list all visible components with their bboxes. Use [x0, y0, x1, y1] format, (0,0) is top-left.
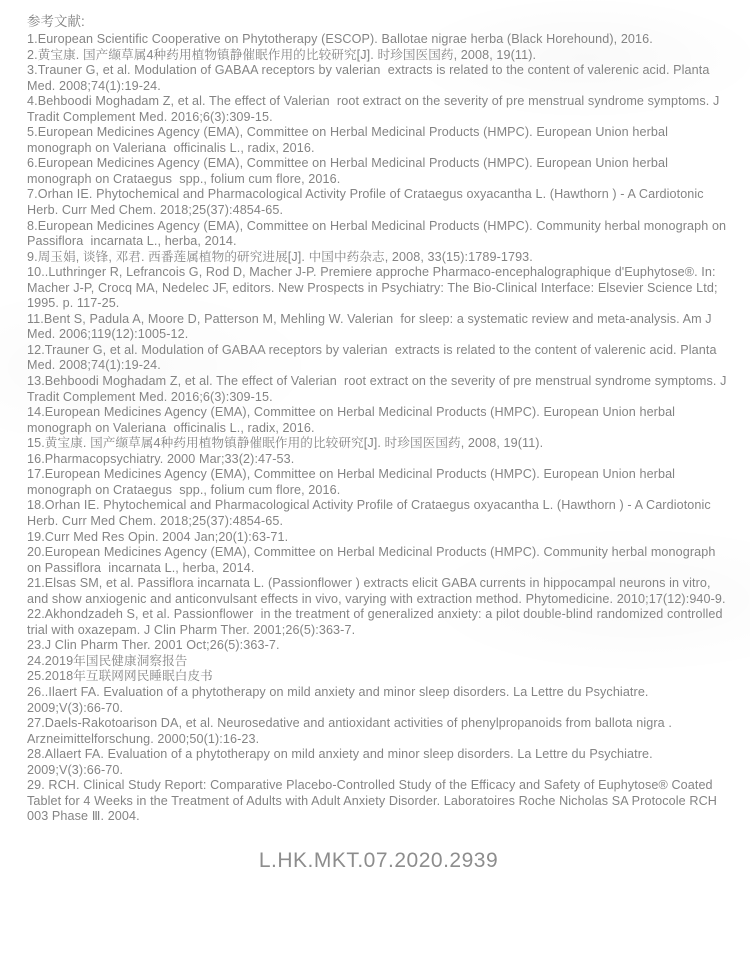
reference-item: 6.European Medicines Agency (EMA), Committee on Herbal Medicinal Products (HMPC). European Union herbal monograph on Crataegus spp., folium cum flore, 2016. — [27, 156, 672, 186]
reference-item: 23.J Clin Pharm Ther. 2001 Oct;26(5):363-7. — [27, 638, 280, 653]
reference-item: 11.Bent S, Padula A, Moore D, Patterson M, Mehling W. Valerian for sleep: a systematic review and meta-analysis. Am J Med. 2006;119(12):1005-12. — [27, 311, 716, 342]
reference-item: 7.Orhan IE. Phytochemical and Pharmacological Activity Profile of Crataegus oxyacantha L. (Hawthorn ) - A Cardiotonic Herb. Curr Med Chem. 2018;25(37):4854-65. — [27, 187, 708, 218]
reference-item: 19.Curr Med Res Opin. 2004 Jan;20(1):63-71. — [27, 529, 289, 544]
reference-item: 18.Orhan IE. Phytochemical and Pharmacological Activity Profile of Crataegus oxyacantha L. (Hawthorn ) - A Cardiotonic Herb. Curr Med Chem. 2018;25(37):4854-65. — [27, 498, 715, 528]
reference-item: 12.Trauner G, et al. Modulation of GABAA receptors by valerian extracts is related to the content of valerenic acid. Planta Med. 2008;74(1):19-24. — [27, 342, 721, 373]
reference-item: 13.Behboodi Moghadam Z, et al. The effect of Valerian root extract on the severity of pre menstrual syndrome symptoms. J Tradit Complement Med. 2016;6(3):309-15. — [27, 374, 730, 404]
reference-item: 9.周玉娟, 谈锋, 邓君. 西番莲属植物的研究进展[J]. 中国中药杂志, 2008, 33(15):1789-1793. — [27, 249, 533, 264]
reference-item: 22.Akhondzadeh S, et al. Passionflower in the treatment of generalized anxiety: a pilot double-blind randomized controlled trial with oxazepam. J Clin Pharm Ther. 2001;26(5):363-7. — [27, 607, 727, 637]
reference-item: 28.Allaert FA. Evaluation of a phytotherapy on mild anxiety and minor sleep disorders. La Lettre du Psychiatre. 2009;V(3):66-70. — [27, 747, 657, 777]
reference-item: 17.European Medicines Agency (EMA), Committee on Herbal Medicinal Products (HMPC). European Union herbal monograph on Crataegus spp., folium cum flore, 2016. — [27, 467, 679, 497]
reference-item: 14.European Medicines Agency (EMA), Committee on Herbal Medicinal Products (HMPC). European Union herbal monograph on Valeriana officinalis L., radix, 2016. — [27, 405, 679, 435]
reference-item: 1.European Scientific Cooperative on Phytotherapy (ESCOP). Ballotae nigrae herba (Black Horehound), 2016. — [27, 32, 653, 46]
reference-item: 29. RCH. Clinical Study Report: Comparative Placebo-Controlled Study of the Efficacy and Safety of Euphytose® Coated Tablet for 4 Weeks in the Treatment of Adults with Adult Anxiety Disorder. Laboratoires Roche Nicholas SA Protocole RCH 003 Phase Ⅲ. 2004. — [27, 778, 721, 824]
reference-list — [27, 32, 730, 825]
reference-item: 27.Daels-Rakotoarison DA, et al. Neurosedative and antioxidant activities of phenylpropanoids from ballota nigra . Arzneimittelforschung. 2000;50(1):16-23. — [27, 716, 675, 746]
reference-item: 20.European Medicines Agency (EMA), Committee on Herbal Medicinal Products (HMPC). Community herbal monograph on Passiflora incarnata L., herba, 2014. — [27, 545, 720, 575]
reference-item: 10..Luthringer R, Lefrancois G, Rod D, Macher J-P. Premiere approche Pharmaco-encephalographique d'Euphytose®. In: Macher J-P, Crocq MA, Nedelec JF, editors. New Prospects in Psychiatry: The Bio-Clinical Interface: Elsevier Science Ltd; 1995. p. 117-25. — [27, 265, 722, 311]
reference-item: 15.黄宝康. 国产缬草属4种药用植物镇静催眠作用的比较研究[J]. 时珍国医国药, 2008, 19(11). — [27, 436, 544, 451]
reference-item: 25.2018年互联网网民睡眠白皮书 — [27, 669, 213, 684]
reference-item: 2.黄宝康. 国产缬草属4种药用植物镇静催眠作用的比较研究[J]. 时珍国医国药, 2008, 19(11). — [27, 47, 537, 62]
reference-item: 21.Elsas SM, et al. Passiflora incarnata L. (Passionflower ) extracts elicit GABA currents in hippocampal neurons in vitro, and show anxiogenic and anticonvulsant effects in vivo, varying with extraction method. Phytomedicine. 2010;17(12):940-9. — [27, 576, 726, 606]
reference-item: 5.European Medicines Agency (EMA), Committee on Herbal Medicinal Products (HMPC). European Union herbal monograph on Valeriana officinalis L., radix, 2016. — [27, 125, 672, 155]
page-title: 参考文献: — [27, 14, 85, 29]
reference-item: 24.2019年国民健康洞察报告 — [27, 653, 188, 668]
reference-item: 8.European Medicines Agency (EMA), Committee on Herbal Medicinal Products (HMPC). Community herbal monograph on Passiflora incarnata L., herba, 2014. — [27, 218, 730, 249]
footer-document-code: L.HK.MKT.07.2020.2939 — [258, 848, 499, 872]
reference-item: 4.Behboodi Moghadam Z, et al. The effect of Valerian root extract on the severity of pre menstrual syndrome symptoms. J Tradit Complement Med. 2016;6(3):309-15. — [27, 94, 723, 124]
reference-item: 3.Trauner G, et al. Modulation of GABAA receptors by valerian extracts is related to the content of valerenic acid. Planta Med. 2008;74(1):19-24. — [27, 63, 714, 93]
reference-item: 26..Ilaert FA. Evaluation of a phytotherapy on mild anxiety and minor sleep disorders. La Lettre du Psychiatre. 2009;V(3):66-70. — [27, 684, 653, 715]
reference-item: 16.Pharmacopsychiatry. 2000 Mar;33(2):47-53. — [27, 451, 295, 466]
